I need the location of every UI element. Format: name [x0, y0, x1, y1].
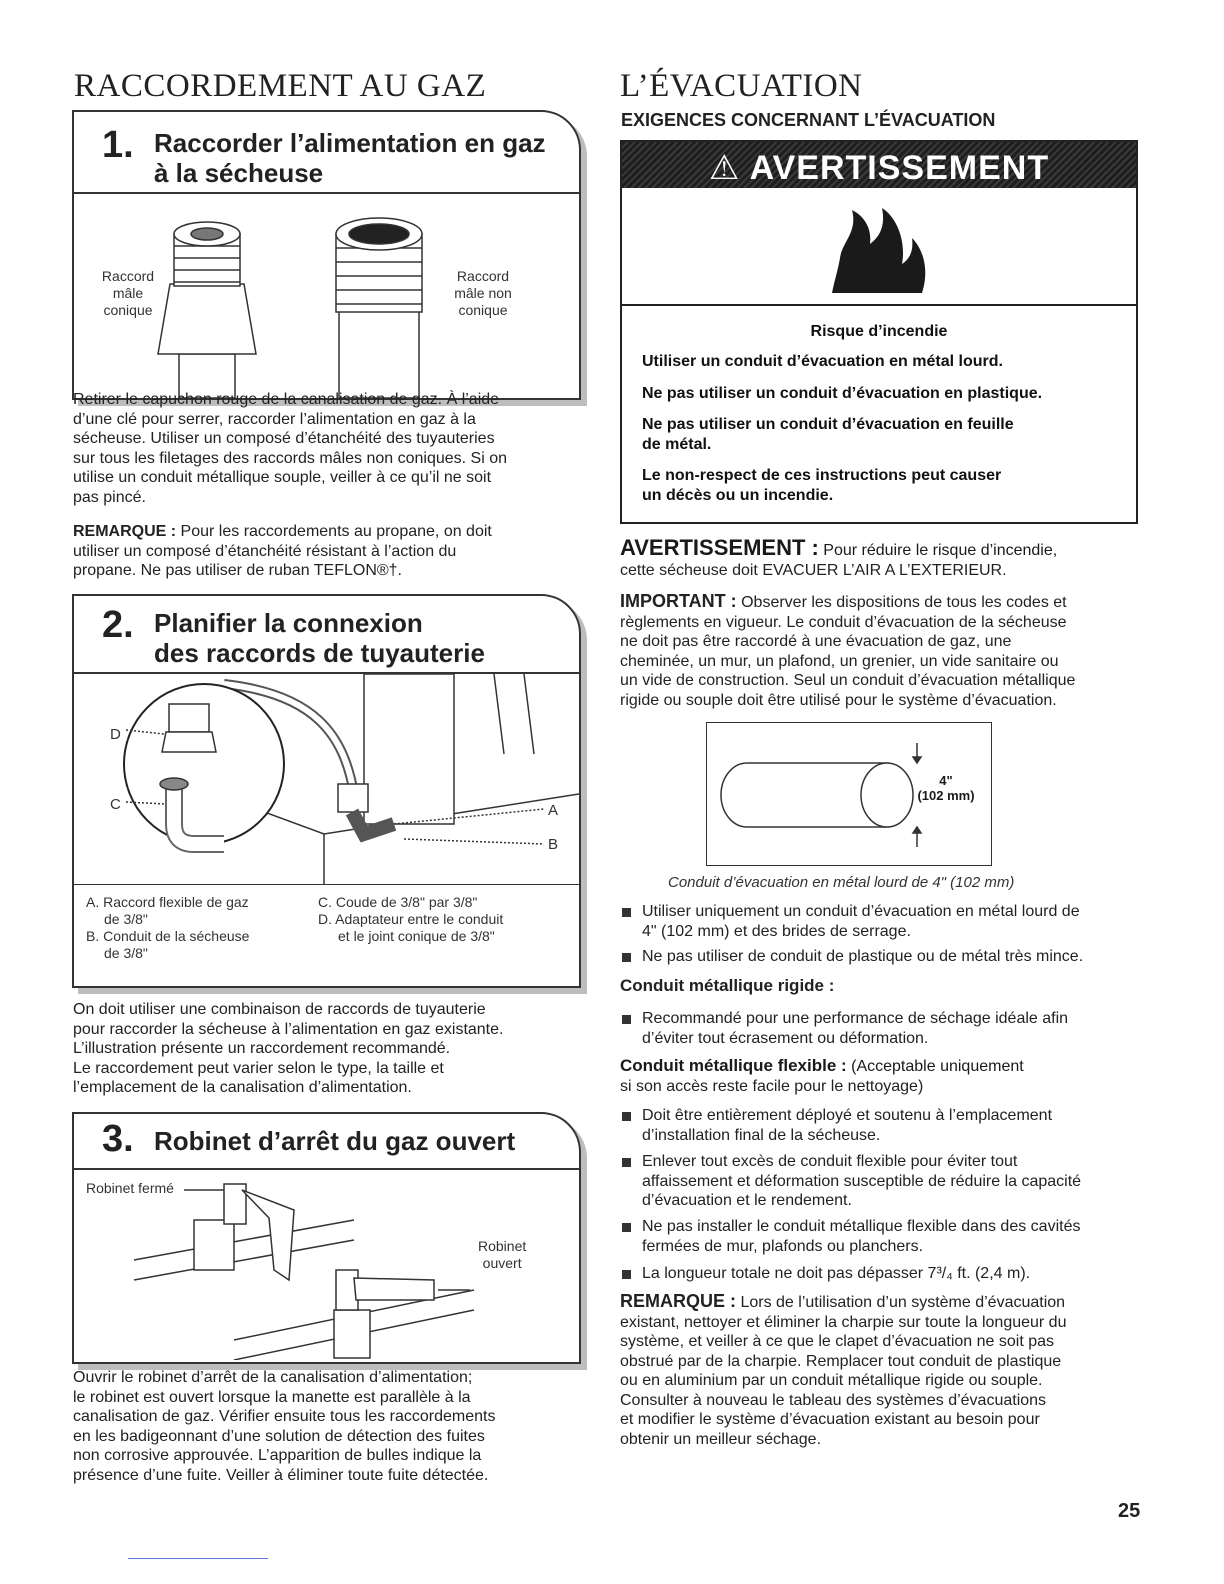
- text-line: [620, 1056, 1140, 1077]
- bullet-marker: [622, 1223, 631, 1232]
- warning-box: [620, 140, 1138, 524]
- text-line: Utiliser uniquement un conduit d’évacuation en métal lourd de: [642, 903, 1080, 920]
- propane-note: [73, 522, 573, 581]
- step-2-title-line1: Planifier la connexion: [154, 608, 423, 638]
- text-line: sécheuse. Utiliser un composé d’étanchéité des tuyauteries: [73, 430, 495, 447]
- step-1-number: 1.: [102, 124, 134, 166]
- important-label: IMPORTANT :: [620, 591, 737, 611]
- text-line: sur tous les filetages des raccords mâles non coniques. Si on: [73, 449, 508, 467]
- legend-right: [318, 894, 503, 945]
- warning-line-4b: un décès ou un incendie.: [642, 487, 834, 504]
- warning-header: [622, 142, 1136, 188]
- venting-note-paragraph: [620, 1292, 1140, 1449]
- text-span: (Acceptable uniquement: [846, 1058, 1024, 1075]
- warning-title-text: AVERTISSEMENT: [749, 149, 1050, 187]
- list-item: [642, 1106, 1142, 1145]
- text-line: et modifier le système d’évacuation existant au besoin pour: [620, 1411, 1040, 1428]
- text-line: 4" (102 mm) et des brides de serrage.: [642, 922, 911, 940]
- text-line: On doit utiliser une combinaison de raccords de tuyauterie: [73, 1001, 486, 1018]
- legend-line: D. Adaptateur entre le conduit: [318, 911, 504, 927]
- text-line: L’illustration présente un raccordement recommandé.: [73, 1040, 451, 1057]
- marker-b: B: [548, 836, 559, 853]
- text-line: Retirer le capuchon rouge de la canalisation de gaz. À l’aide: [73, 391, 500, 408]
- avertissement-paragraph: [620, 535, 1140, 581]
- text-span: Pour réduire le risque d’incendie,: [818, 542, 1058, 559]
- note-label: REMARQUE :: [620, 1291, 736, 1311]
- label-line: Raccord: [456, 268, 510, 284]
- step-3-paragraph: [73, 1368, 573, 1485]
- step-3-number: 3.: [102, 1118, 134, 1160]
- duct-diameter-label: [911, 773, 981, 803]
- text-line: La longueur totale ne doit pas dépasser 7³/₄ ft. (2,4 m).: [642, 1265, 1031, 1282]
- page-number: 25: [1118, 1500, 1141, 1522]
- bullet-marker: [622, 1270, 631, 1279]
- warning-line-1: Utiliser un conduit d’évacuation en métal lourd.: [642, 353, 1003, 370]
- dimension-line: 4": [939, 773, 953, 788]
- text-line: non corrosive approuvée. L’apparition de bulles indique la: [73, 1447, 482, 1464]
- text-line: l’emplacement de la canalisation d’alimentation.: [73, 1079, 412, 1096]
- venting-requirements-heading: EXIGENCES CONCERNANT L’ÉVACUATION: [621, 110, 996, 130]
- text-line: d’évacuation et le rendement.: [642, 1192, 852, 1209]
- legend-line: de 3/8": [104, 911, 148, 927]
- text-line: si son accès reste facile pour le nettoyage): [620, 1078, 924, 1095]
- legend-line: de 3/8": [104, 945, 148, 961]
- text-line: ne doit pas être raccordé à une évacuation de gaz, une: [620, 633, 1012, 650]
- text-line: règlements en vigueur. Le conduit d’évacuation de la sécheuse: [620, 613, 1067, 631]
- list-item: [642, 1217, 1142, 1256]
- text-line: présence d’une fuite. Veiller à éliminer toute fuite détectée.: [73, 1466, 489, 1484]
- warning-triangle-icon: ⚠: [708, 149, 741, 187]
- note-label: REMARQUE :: [73, 523, 177, 540]
- text-line: Ne pas installer le conduit métallique flexible dans des cavités: [642, 1218, 1081, 1235]
- label-line: ouvert: [482, 1255, 522, 1271]
- footer-rule: [128, 1558, 268, 1559]
- flexible-duct-heading: Conduit métallique flexible :: [620, 1056, 847, 1075]
- legend-left: [86, 894, 249, 962]
- label-tapered-male-fitting: [96, 268, 160, 319]
- legend-divider: [74, 884, 579, 885]
- bullet-marker: [622, 1158, 631, 1167]
- gas-connection-illustration: [74, 674, 579, 884]
- text-line: d’une clé pour serrer, raccorder l’alimentation en gaz à la: [73, 410, 476, 428]
- warning-divider: [622, 304, 1136, 306]
- text-line: [73, 522, 573, 542]
- text-span: Pour les raccordements au propane, on doit: [176, 523, 492, 540]
- warning-line-2: Ne pas utiliser un conduit d’évacuation en plastique.: [642, 385, 1043, 402]
- label-line: Robinet: [478, 1238, 527, 1254]
- label-valve-open: [478, 1238, 526, 1272]
- bullet-marker: [622, 1015, 631, 1024]
- legend-line: C. Coude de 3/8" par 3/8": [318, 894, 478, 910]
- avertissement-label: AVERTISSEMENT :: [620, 535, 819, 560]
- label-line: conique: [103, 302, 153, 318]
- text-line: en les badigeonnant d’une solution de détection des fuites: [73, 1427, 485, 1445]
- section-title-gas-connection: RACCORDEMENT AU GAZ: [74, 68, 487, 104]
- fire-hazard-icon: [812, 198, 942, 298]
- step-1-paragraph: [73, 390, 573, 507]
- warning-line-3a: Ne pas utiliser un conduit d’évacuation en feuille: [642, 416, 1014, 433]
- label-line: mâle non: [454, 285, 512, 301]
- rigid-duct-heading: Conduit métallique rigide :: [620, 976, 835, 995]
- marker-c: C: [110, 796, 121, 813]
- step-2-paragraph: [73, 1000, 573, 1098]
- warning-line-4a: Le non-respect de ces instructions peut causer: [642, 467, 1002, 484]
- label-line: conique: [458, 302, 508, 318]
- text-line: [620, 535, 1140, 561]
- text-line: utilise un conduit métallique souple, veiller à ce qu’il ne soit: [73, 469, 492, 486]
- text-line: propane. Ne pas utiliser de ruban TEFLON®†.: [73, 562, 402, 579]
- text-line: un vide de construction. Seul un conduit d’évacuation métallique: [620, 672, 1076, 689]
- text-line: cheminée, un mur, un plafond, un grenier, un vide sanitaire ou: [620, 652, 1059, 670]
- text-line: Ouvrir le robinet d’arrêt de la canalisation d’alimentation;: [73, 1369, 473, 1386]
- text-line: le robinet est ouvert lorsque la manette est parallèle à la: [73, 1388, 471, 1406]
- marker-a: A: [548, 802, 559, 819]
- text-line: existant, nettoyer et éliminer la charpie sur toute la longueur du: [620, 1313, 1067, 1331]
- step-1-title-line1: Raccorder l’alimentation en gaz: [154, 128, 546, 158]
- step-2-header: [74, 596, 579, 674]
- step-1-header: [74, 112, 579, 194]
- text-line: ou en aluminium par un conduit métallique rigide ou souple.: [620, 1372, 1043, 1389]
- fire-risk-heading: Risque d’incendie: [810, 323, 948, 340]
- text-span: Observer les dispositions de tous les codes et: [736, 594, 1067, 611]
- text-line: pas pincé.: [73, 488, 146, 506]
- text-line: Doit être entièrement déployé et soutenu à l’emplacement: [642, 1107, 1053, 1124]
- duct-caption: Conduit d’évacuation en métal lourd de 4" (102 mm): [668, 874, 1015, 891]
- text-line: cette sécheuse doit EVACUER L’AIR A L’EXTERIEUR.: [620, 562, 1007, 579]
- legend-line: et le joint conique de 3/8": [338, 928, 495, 944]
- list-item: [642, 947, 1142, 967]
- step-1-box: [72, 110, 581, 400]
- duct-illustration: [706, 722, 992, 866]
- text-line: canalisation de gaz. Vérifier ensuite tous les raccordements: [73, 1408, 496, 1425]
- label-non-tapered-male-fitting: [446, 268, 520, 319]
- label-line: Raccord: [101, 268, 155, 284]
- important-paragraph: [620, 592, 1140, 710]
- legend-line: A. Raccord flexible de gaz: [86, 894, 249, 910]
- text-line: [620, 1292, 1140, 1313]
- label-line: mâle: [112, 285, 144, 301]
- legend-line: B. Conduit de la sécheuse: [86, 928, 250, 944]
- list-item: [642, 902, 1142, 941]
- step-3-header: [74, 1114, 579, 1170]
- step-2-title-line2: des raccords de tuyauterie: [154, 638, 485, 668]
- bullet-marker: [622, 953, 631, 962]
- step-3-box: [72, 1112, 581, 1364]
- list-item: [642, 1009, 1142, 1048]
- text-line: rigide ou souple doit être utilisé pour le système d’évacuation.: [620, 691, 1057, 709]
- text-line: affaissement et déformation susceptible de réduire la capacité: [642, 1172, 1082, 1190]
- text-line: [620, 592, 1140, 613]
- text-line: Consulter à nouveau le tableau des systèmes d’évacuations: [620, 1391, 1047, 1409]
- text-line: d’installation final de la sécheuse.: [642, 1126, 881, 1144]
- section-title-venting: L’ÉVACUATION: [620, 68, 863, 104]
- step-3-title: Robinet d’arrêt du gaz ouvert: [154, 1126, 516, 1156]
- label-valve-closed: Robinet fermé: [86, 1180, 174, 1196]
- text-line: Recommandé pour une performance de séchage idéale afin: [642, 1010, 1069, 1027]
- text-line: fermées de mur, plafonds ou planchers.: [642, 1237, 924, 1255]
- list-item: [642, 1152, 1142, 1211]
- list-item: [642, 1264, 1142, 1284]
- text-line: utiliser un composé d’étanchéité résistant à l’action du: [73, 542, 457, 560]
- text-line: système, et veiller à ce que le clapet d’évacuation ne soit pas: [620, 1333, 1055, 1350]
- text-span: Lors de l’utilisation d’un système d’évacuation: [736, 1294, 1066, 1311]
- text-line: d’éviter tout écrasement ou déformation.: [642, 1029, 929, 1047]
- step-1-title-line2: à la sécheuse: [154, 158, 324, 188]
- step-2-number: 2.: [102, 604, 134, 646]
- text-line: Ne pas utiliser de conduit de plastique ou de métal très mince.: [642, 948, 1084, 965]
- dimension-line: (102 mm): [917, 788, 975, 803]
- warning-title: [622, 148, 1136, 188]
- text-line: Enlever tout excès de conduit flexible pour éviter tout: [642, 1153, 1018, 1170]
- text-line: Le raccordement peut varier selon le type, la taille et: [73, 1059, 444, 1077]
- text-line: pour raccorder la sécheuse à l’alimentation en gaz existante.: [73, 1020, 504, 1038]
- text-line: obtenir un meilleur séchage.: [620, 1430, 822, 1448]
- marker-d: D: [110, 726, 121, 743]
- warning-line-3b: de métal.: [642, 436, 712, 453]
- text-line: obstrué par de la charpie. Remplacer tout conduit de plastique: [620, 1352, 1062, 1370]
- flexible-duct-heading-block: [620, 1056, 1140, 1097]
- bullet-marker: [622, 1112, 631, 1121]
- bullet-marker: [622, 908, 631, 917]
- step-2-box: [72, 594, 581, 988]
